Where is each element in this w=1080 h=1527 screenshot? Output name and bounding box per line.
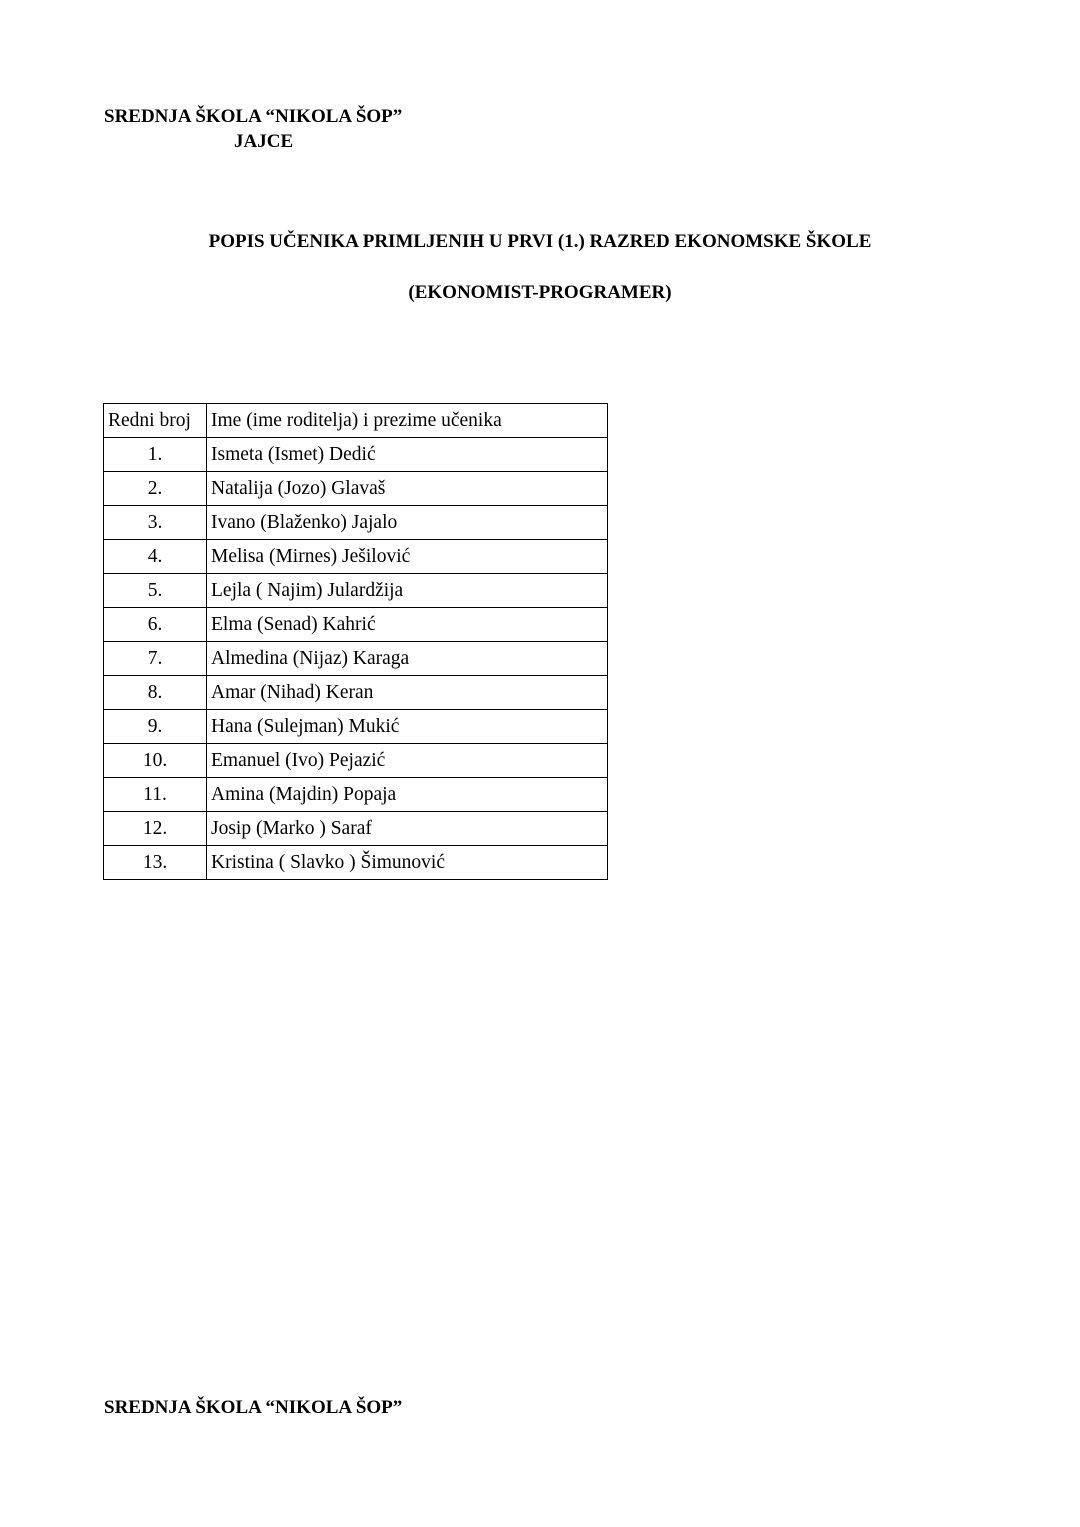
table-row bbox=[104, 642, 608, 676]
table-row bbox=[104, 540, 608, 574]
table-header-row bbox=[104, 404, 608, 438]
row-number: 6. bbox=[104, 608, 207, 642]
student-name: Amar (Nihad) Keran bbox=[207, 676, 608, 710]
row-number: 3. bbox=[104, 506, 207, 540]
student-name: Elma (Senad) Kahrić bbox=[207, 608, 608, 642]
student-name: Josip (Marko ) Saraf bbox=[207, 812, 608, 846]
column-header-number: Redni broj bbox=[104, 404, 207, 438]
students-table bbox=[103, 403, 608, 880]
table-row bbox=[104, 472, 608, 506]
row-number: 11. bbox=[104, 778, 207, 812]
student-name: Hana (Sulejman) Mukić bbox=[207, 710, 608, 744]
student-name: Emanuel (Ivo) Pejazić bbox=[207, 744, 608, 778]
table-row bbox=[104, 506, 608, 540]
student-name: Almedina (Nijaz) Karaga bbox=[207, 642, 608, 676]
school-name: SREDNJA ŠKOLA “NIKOLA ŠOP” bbox=[104, 106, 403, 127]
student-name: Natalija (Jozo) Glavaš bbox=[207, 472, 608, 506]
row-number: 2. bbox=[104, 472, 207, 506]
table-row bbox=[104, 676, 608, 710]
student-name: Kristina ( Slavko ) Šimunović bbox=[207, 846, 608, 880]
row-number: 1. bbox=[104, 438, 207, 472]
table-row bbox=[104, 574, 608, 608]
table-row bbox=[104, 744, 608, 778]
student-name: Ivano (Blaženko) Jajalo bbox=[207, 506, 608, 540]
table-row bbox=[104, 812, 608, 846]
row-number: 7. bbox=[104, 642, 207, 676]
table-row bbox=[104, 710, 608, 744]
student-name: Melisa (Mirnes) Ješilović bbox=[207, 540, 608, 574]
row-number: 9. bbox=[104, 710, 207, 744]
table-row bbox=[104, 846, 608, 880]
row-number: 8. bbox=[104, 676, 207, 710]
footer-school-name: SREDNJA ŠKOLA “NIKOLA ŠOP” bbox=[104, 1397, 403, 1418]
row-number: 12. bbox=[104, 812, 207, 846]
student-name: Amina (Majdin) Popaja bbox=[207, 778, 608, 812]
student-name: Ismeta (Ismet) Dedić bbox=[207, 438, 608, 472]
student-name: Lejla ( Najim) Julardžija bbox=[207, 574, 608, 608]
table-row bbox=[104, 438, 608, 472]
column-header-name: Ime (ime roditelja) i prezime učenika bbox=[207, 404, 608, 438]
row-number: 5. bbox=[104, 574, 207, 608]
document-title: POPIS UČENIKA PRIMLJENIH U PRVI (1.) RAZRED EKONOMSKE ŠKOLE bbox=[208, 231, 872, 252]
table-row bbox=[104, 608, 608, 642]
row-number: 10. bbox=[104, 744, 207, 778]
document-subtitle: (EKONOMIST-PROGRAMER) bbox=[408, 282, 672, 303]
table-row bbox=[104, 778, 608, 812]
row-number: 4. bbox=[104, 540, 207, 574]
school-city: JAJCE bbox=[234, 131, 294, 152]
row-number: 13. bbox=[104, 846, 207, 880]
